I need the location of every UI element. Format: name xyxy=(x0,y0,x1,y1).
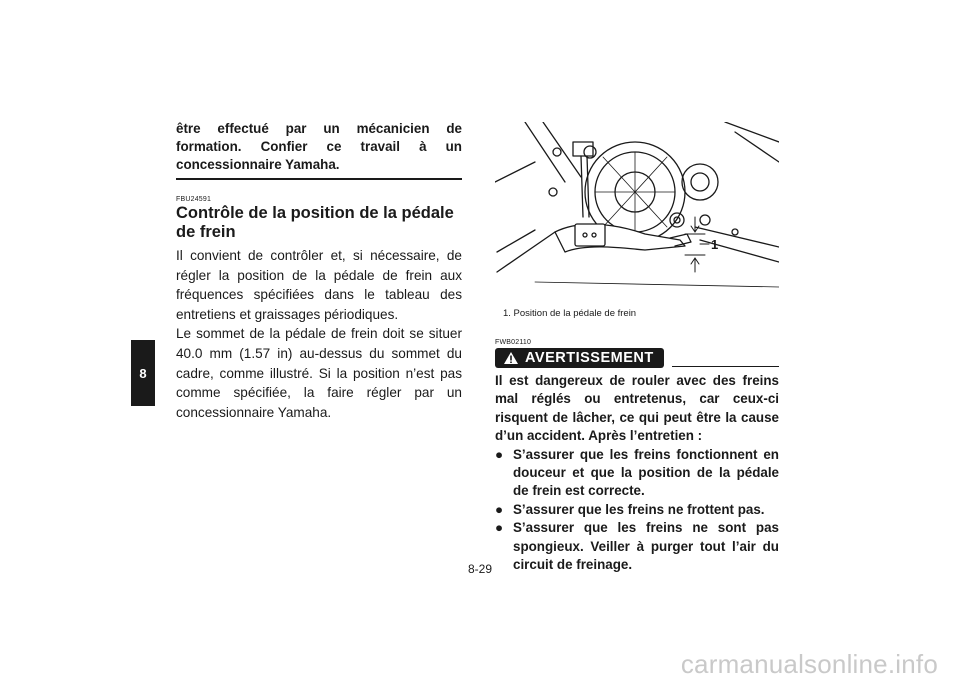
section-code: FBU24591 xyxy=(176,196,212,203)
left-column xyxy=(176,120,462,422)
warning-body: Il est dangereux de rouler avec des freins mal réglés ou entretenus, car ceux-ci risquent de lâcher, ce qui peut être la cause d’un accident. Après l’entretien : xyxy=(495,373,779,444)
body-paragraph-1: Il convient de contrôler et, si nécessaire, de régler la position de la pédale de frein aux fréquences spécifiées dans le tableau des entretiens et graissages périodiques. xyxy=(176,248,462,322)
bullet-icon: ● xyxy=(495,520,504,536)
list-item: ● S’assurer que les freins ne frottent pas. xyxy=(495,501,779,519)
warning-triangle-icon xyxy=(503,351,519,365)
warning-code: FWB02110 xyxy=(495,339,532,346)
list-item: ● S’assurer que les freins ne sont pas spongieux. Veiller à purger tout l’air du circuit de freinage. xyxy=(495,520,779,573)
list-item: ● S’assurer que les freins fonctionnent en douceur et que la position de la pédale de frein est correcte. xyxy=(495,446,779,499)
page-number: 8-29 xyxy=(467,562,493,576)
callout-number: 1 xyxy=(711,237,719,252)
watermark[interactable]: carmanualsonline.info xyxy=(680,649,938,679)
warning-list xyxy=(495,446,779,575)
right-column xyxy=(495,122,779,574)
bullet-icon: ● xyxy=(495,501,504,517)
bullet-icon: ● xyxy=(495,446,504,462)
chapter-tab: 8 xyxy=(131,340,155,406)
warning-header xyxy=(495,348,779,368)
section-title: Contrôle de la position de la pédale de frein xyxy=(176,204,454,241)
figure-caption: 1. Position de la pédale de frein xyxy=(503,308,637,319)
body-paragraph-2: Le sommet de la pédale de frein doit se situer 40.0 mm (1.57 in) au-dessus du sommet du cadre, comme illustré. Si la position n’est pas comme spécifiée, la faire régler par un concessionnaire Yamaha. xyxy=(176,326,462,420)
brake-pedal-illustration xyxy=(495,122,779,294)
warning-rule xyxy=(672,366,779,367)
warning-title: AVERTISSEMENT xyxy=(525,350,654,366)
warning-banner xyxy=(495,348,664,368)
intro-paragraph: être effectué par un mécanicien de formation. Confier ce travail à un concessionnaire Yamaha. xyxy=(176,120,462,180)
